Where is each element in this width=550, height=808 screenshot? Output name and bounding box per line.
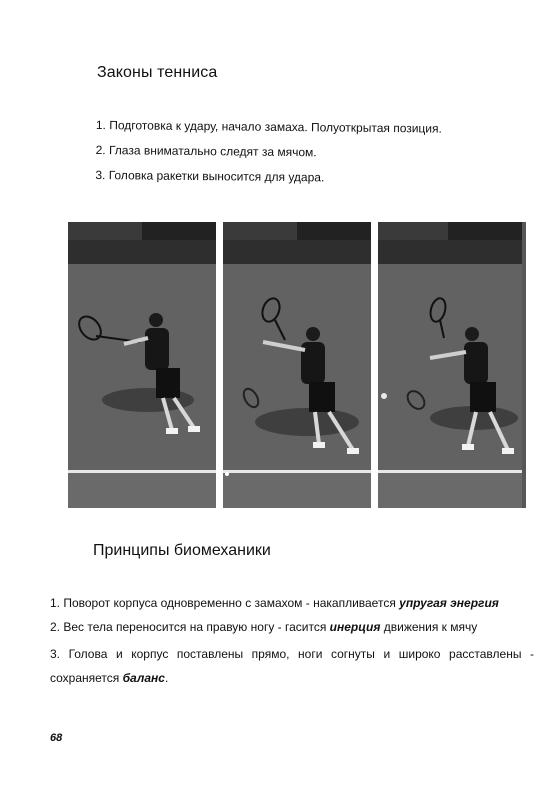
item-text: движения к мячу [380,620,478,634]
list-item: 1. Подготовка к удару, начало замаха. Полуоткрытая позиция. [95,118,442,136]
emphasis-term: упругая энергия [399,596,499,610]
emphasis-term: инерция [329,620,381,634]
item-text: 3. Голова и корпус поставлены прямо, ноги согнуты и широко расставлены - сохраняется [50,647,534,685]
tennis-player-photo-1 [68,222,216,508]
section-title-tennis-laws: Законы тенниса [97,64,218,81]
list-item: 2. Глаза вниматально следят за мячом. [95,142,317,160]
emphasis-term: баланс [122,671,165,685]
list-item [50,620,534,642]
photo-sequence [68,222,522,508]
tennis-player-photo-2 [223,222,371,508]
item-text: . [164,671,169,685]
tennis-player-photo-3 [378,222,526,508]
section-title-biomechanics: Принципы биомеханики [93,542,271,559]
list-item: 3. Головка ракетки выносится для удара. [95,167,325,185]
page-number: 68 [50,732,63,744]
tennis-laws-list [95,118,516,197]
list-item [50,642,534,690]
item-text: 2. Вес тела переносится на правую ногу - гасится [50,620,330,634]
list-item [50,596,534,620]
item-text: 1. Поворот корпуса одновременно с замахом - накапливается [50,596,400,610]
biomechanics-list [50,596,534,690]
